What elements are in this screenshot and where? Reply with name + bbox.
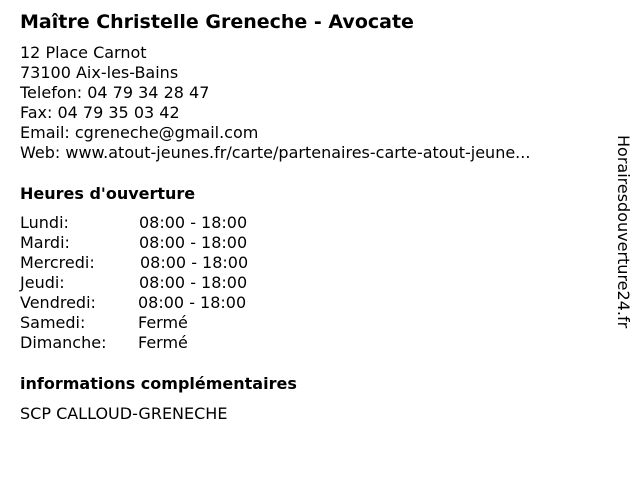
day-label: Mercredi: [20,253,95,272]
day-label: Mardi: [20,233,70,252]
day-label: Vendredi: [20,293,96,312]
day-hours: 08:00 - 18:00 [138,293,247,312]
day-hours: Fermé [138,333,188,352]
hours-row-tuesday [20,233,320,253]
opening-hours-heading: Heures d'ouverture [20,184,196,203]
website-url: Web: www.atout-jeunes.fr/carte/partenaires-carte-atout-jeune... [20,143,531,162]
day-label: Dimanche: [20,333,107,352]
phone-number: Telefon: 04 79 34 28 47 [20,83,210,102]
day-label: Lundi: [20,213,69,232]
hours-row-sunday [20,333,320,353]
hours-row-friday [20,293,320,313]
hours-row-saturday [20,313,320,333]
day-hours: 08:00 - 18:00 [139,233,248,252]
watermark [613,135,633,370]
day-hours: 08:00 - 18:00 [139,273,248,292]
additional-info-heading: informations complémentaires [20,374,297,393]
page-title: Maître Christelle Greneche - Avocate [20,11,414,33]
day-hours: 08:00 - 18:00 [139,213,248,232]
email-address: Email: cgreneche@gmail.com [20,123,259,142]
hours-row-thursday [20,273,320,293]
day-label: Samedi: [20,313,86,332]
day-label: Jeudi: [20,273,65,292]
additional-info-text: SCP CALLOUD-GRENECHE [20,404,228,423]
watermark-text: Horairesdouverture24.fr [614,135,633,329]
opening-hours-table [20,213,320,353]
day-hours: Fermé [138,313,188,332]
hours-row-monday [20,213,320,233]
hours-row-wednesday [20,253,320,273]
contact-block [20,43,530,163]
day-hours: 08:00 - 18:00 [140,253,249,272]
address-city: 73100 Aix-les-Bains [20,63,179,82]
fax-number: Fax: 04 79 35 03 42 [20,103,180,122]
address-street: 12 Place Carnot [20,43,147,62]
